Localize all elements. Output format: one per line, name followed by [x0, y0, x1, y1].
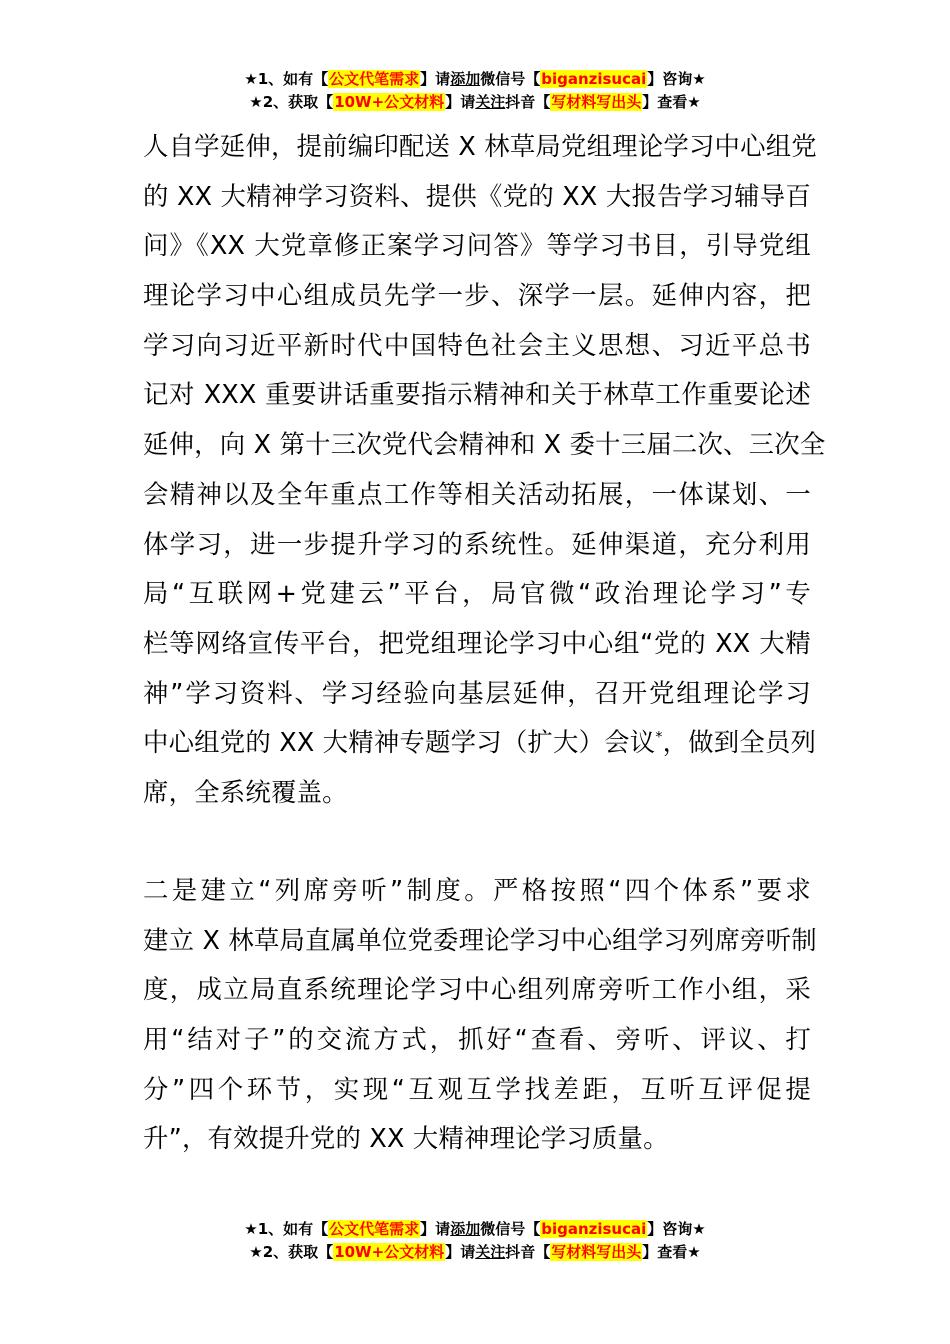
text-line: 会精神以及全年重点工作等相关活动拓展，一体谋划、一: [143, 478, 811, 509]
promo-text: 】咨询★: [647, 1220, 706, 1238]
text-line: 的 XX 大精神学习资料、提供《党的 XX 大报告学习辅导百: [143, 180, 811, 211]
text-line: 席，全系统覆盖。: [143, 776, 348, 807]
promo-text: 】请: [445, 93, 476, 111]
promo-line-2: [0, 91, 950, 114]
promo-line-1: [0, 1218, 950, 1241]
promo-text: 微信号【: [480, 70, 541, 88]
text-line: 人自学延伸，提前编印配送 X 林草局党组理论学习中心组党: [143, 131, 817, 161]
promo-text: 】查看★: [642, 93, 701, 111]
footnote-marker: *: [655, 729, 663, 746]
promo-text: 】请: [445, 1243, 476, 1261]
promo-text: 】请: [420, 1220, 451, 1238]
text-segment: 中心组党的 XX 大精神专题学习（扩大）会议: [143, 727, 656, 758]
promo-highlight: 公文代笔需求: [329, 1220, 420, 1238]
promo-line-2: [0, 1241, 950, 1264]
promo-wechat-id: biganzisucai: [541, 70, 647, 88]
promo-douyin-id: 写材料写出头: [551, 1243, 642, 1261]
text-line: 升”，有效提升党的 XX 大精神理论学习质量。: [143, 1123, 669, 1154]
promo-text: 】请: [420, 70, 451, 88]
bottom-promo-banner: [0, 1218, 950, 1264]
text-line: 二是建立“列席旁听”制度。严格按照“四个体系”要求: [143, 875, 811, 905]
promo-wechat-id: biganzisucai: [541, 1220, 647, 1238]
promo-line-1: [0, 68, 950, 91]
text-line: 局“互联网+党建云”平台，局官微“政治理论学习”专: [143, 578, 811, 609]
text-line: 延伸，向 X 第十三次党代会精神和 X 委十三届二次、三次全: [143, 429, 826, 460]
promo-highlight: 10W+公文材料: [334, 1243, 445, 1261]
promo-text: 抖音【: [505, 1243, 551, 1261]
text-line: 学习向习近平新时代中国特色社会主义思想、习近平总书: [143, 329, 811, 360]
text-line: 记对 XXX 重要讲话重要指示精神和关于林草工作重要论述: [143, 379, 811, 410]
promo-text: ★1、如有【: [244, 70, 329, 88]
promo-highlight: 公文代笔需求: [329, 70, 420, 88]
promo-text: 微信号【: [480, 1220, 541, 1238]
text-line: 分”四个环节，实现“互观互学找差距，互听互评促提: [143, 1073, 811, 1104]
text-line: 问》《XX 大党章修正案学习问答》等学习书目，引导党组: [143, 230, 811, 261]
text-line: 神”学习资料、学习经验向基层延伸，召开党组理论学习: [143, 677, 811, 708]
promo-underlined: 关注: [475, 1243, 506, 1261]
promo-text: ★1、如有【: [244, 1220, 329, 1238]
promo-underlined: 添加: [450, 1220, 481, 1238]
body-paragraph-1: [143, 122, 826, 818]
text-line: 建立 X 林草局直属单位党委理论学习中心组学习列席旁听制: [143, 924, 817, 955]
promo-text: ★2、获取【: [249, 93, 334, 111]
text-line: 理论学习中心组成员先学一步、深学一层。延伸内容，把: [143, 280, 811, 311]
text-line: [143, 718, 817, 768]
text-line: 体学习，进一步提升学习的系统性。延伸渠道，充分利用: [143, 528, 811, 559]
promo-text: 抖音【: [505, 93, 551, 111]
promo-text: 】查看★: [642, 1243, 701, 1261]
text-segment: ，做到全员列: [662, 727, 817, 758]
promo-text: 】咨询★: [647, 70, 706, 88]
text-line: 度，成立局直系统理论学习中心组列席旁听工作小组，采: [143, 974, 811, 1005]
text-line: 栏等网络宣传平台，把党组理论学习中心组“党的 XX 大精: [143, 627, 811, 658]
promo-douyin-id: 写材料写出头: [551, 93, 642, 111]
text-line: 用“结对子”的交流方式，抓好“查看、旁听、评议、打: [143, 1024, 811, 1055]
body-paragraph-2: [143, 866, 817, 1164]
promo-underlined: 关注: [475, 93, 506, 111]
promo-highlight: 10W+公文材料: [334, 93, 445, 111]
promo-underlined: 添加: [450, 70, 481, 88]
promo-text: ★2、获取【: [249, 1243, 334, 1261]
top-promo-banner: [0, 68, 950, 114]
